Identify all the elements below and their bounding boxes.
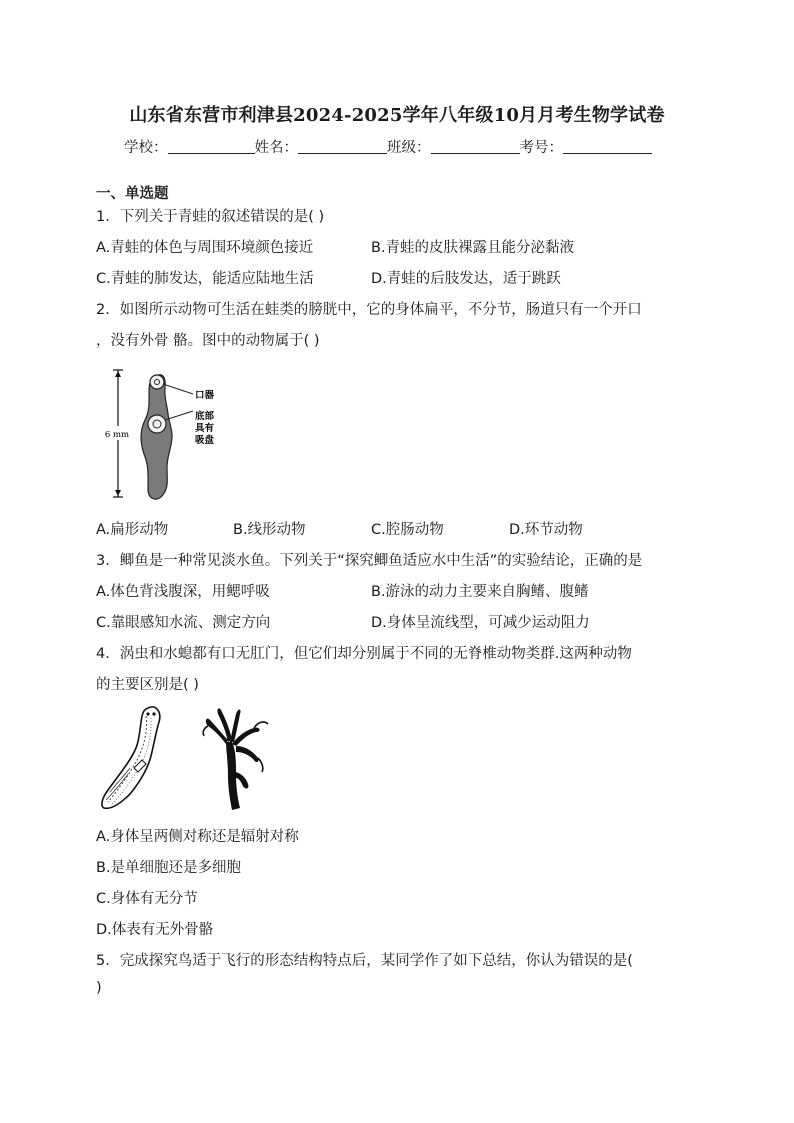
question-4-option-b[interactable]: B.是单细胞还是多细胞 (96, 860, 242, 876)
name-label: 姓名： (254, 140, 298, 156)
question-4-option-a[interactable]: A.身体呈两侧对称还是辐射对称 (96, 829, 299, 845)
question-5-stem-line1: 5．完成探究鸟适于飞行的形态结构特点后，某同学作了如下总结，你认为错误的是( (96, 953, 633, 969)
question-4-stem-line1: 4．涡虫和水螅都有口无肛门，但它们却分别属于不同的无脊椎动物类群.这两种动物 (96, 646, 632, 662)
exam-title: 山东省东营市利津县2024-2025学年八年级10月月考生物学试卷 (129, 105, 665, 126)
mouth-part (150, 375, 164, 389)
question-3-option-b[interactable]: B.游泳的动力主要来自胸鳍、腹鳍 (371, 584, 589, 600)
student-info-row (124, 136, 652, 157)
scale-label: 6 mm (104, 430, 130, 440)
question-1-option-c[interactable]: C.青蛙的肺发达，能适应陆地生活 (96, 271, 314, 287)
school-label: 学校： (124, 140, 168, 156)
planaria-drawing (102, 707, 160, 808)
ventral-sucker (148, 415, 166, 433)
question-2-option-a[interactable]: A.扁形动物 (96, 522, 169, 538)
planaria-hydra-figure (96, 702, 276, 814)
question-2-option-b[interactable]: B.线形动物 (233, 522, 306, 538)
question-1-option-b[interactable]: B.青蛙的皮肤裸露且能分泌黏液 (371, 240, 575, 256)
question-3-stem: 3．鲫鱼是一种常见淡水鱼。下列关于“探究鲫鱼适应水中生活”的实验结论，正确的是 (96, 553, 643, 569)
question-2-stem-line1: 2．如图所示动物可生活在蛙类的膀胱中，它的身体扁平，不分节，肠道只有一个开口 (96, 302, 642, 318)
class-blank[interactable] (431, 139, 520, 154)
class-label: 班级： (387, 140, 431, 156)
question-1-option-a[interactable]: A.青蛙的体色与周围环境颜色接近 (96, 240, 314, 256)
question-2-stem-line2: ，没有外骨 骼。图中的动物属于( ) (96, 333, 320, 349)
question-3-option-d[interactable]: D.身体呈流线型，可减少运动阻力 (371, 615, 590, 631)
section-heading: 一、单选题 (96, 186, 169, 202)
question-3-option-a[interactable]: A.体色背浅腹深，用鳃呼吸 (96, 584, 270, 600)
mouth-label: 口器 (195, 390, 215, 401)
flatworm-body (141, 375, 172, 499)
sucker-label-1: 底部 (195, 411, 215, 422)
parasite-figure (96, 364, 236, 504)
school-blank[interactable] (168, 139, 255, 154)
sucker-label-2: 具有 (195, 423, 215, 434)
number-blank[interactable] (563, 139, 652, 154)
question-2-option-c[interactable]: C.腔肠动物 (371, 522, 444, 538)
question-5-stem-line2: ) (96, 980, 102, 996)
question-4-option-c[interactable]: C.身体有无分节 (96, 891, 198, 907)
number-label: 考号： (519, 140, 563, 156)
hydra-drawing (203, 708, 268, 810)
question-1-option-d[interactable]: D.青蛙的后肢发达，适于跳跃 (371, 271, 561, 287)
question-1-stem: 1．下列关于青蛙的叙述错误的是( ) (96, 209, 325, 225)
question-4-option-d[interactable]: D.体表有无外骨骼 (96, 922, 214, 938)
name-blank[interactable] (298, 139, 387, 154)
question-4-stem-line2: 的主要区别是( ) (96, 677, 199, 693)
sucker-label-3: 吸盘 (195, 435, 215, 446)
question-2-option-d[interactable]: D.环节动物 (509, 522, 583, 538)
question-3-option-c[interactable]: C.靠眼感知水流、测定方向 (96, 615, 271, 631)
